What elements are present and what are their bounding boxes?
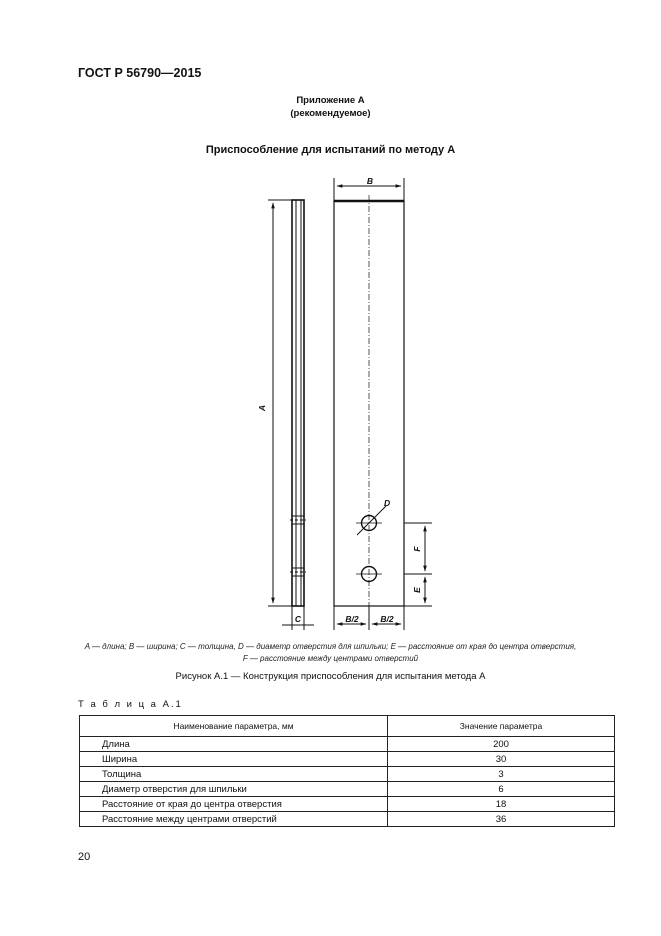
label-f: F xyxy=(412,546,422,552)
annex-title: Приложение А xyxy=(296,95,365,106)
row-value: 200 xyxy=(388,737,615,752)
table-row xyxy=(80,812,615,827)
document-header: ГОСТ Р 56790—2015 xyxy=(78,66,202,80)
label-c: C xyxy=(294,614,302,624)
label-b2-left: B/2 xyxy=(345,614,359,624)
row-value: 18 xyxy=(388,797,615,812)
table-row xyxy=(80,752,615,767)
row-value: 6 xyxy=(388,782,615,797)
row-name: Ширина xyxy=(80,752,388,767)
table-row xyxy=(80,782,615,797)
row-name: Диаметр отверстия для шпильки xyxy=(80,782,388,797)
figure-heading: Приспособление для испытаний по методу А xyxy=(205,144,456,156)
row-name: Длина xyxy=(80,737,388,752)
table-header-row xyxy=(80,716,615,737)
parameters-table xyxy=(79,715,615,827)
label-e: E xyxy=(412,587,422,593)
figure-legend-line-2: F — расстояние между центрами отверстий xyxy=(242,654,419,663)
table-row xyxy=(80,797,615,812)
label-b2-right: B/2 xyxy=(380,614,394,624)
column-header-value: Значение параметра xyxy=(388,716,615,737)
side-view-strip xyxy=(292,200,304,606)
label-b: B xyxy=(366,176,374,186)
label-d: D xyxy=(384,498,391,508)
row-name: Толщина xyxy=(80,767,388,782)
column-header-name: Наименование параметра, мм xyxy=(80,716,388,737)
row-value: 36 xyxy=(388,812,615,827)
label-a: A xyxy=(257,404,267,412)
figure-legend-line-1: A — длина; B — ширина; C — толщина, D — диаметр отверстия для шпильки; E — расстояние от края до центра отверстия, xyxy=(84,642,577,651)
row-value: 30 xyxy=(388,752,615,767)
row-value: 3 xyxy=(388,767,615,782)
page-number: 20 xyxy=(78,851,91,863)
table-label: Т а б л и ц а А.1 xyxy=(78,699,183,710)
table-row xyxy=(80,737,615,752)
figure-caption: Рисунок А.1 — Конструкция приспособления для испытания метода А xyxy=(175,671,486,682)
row-name: Расстояние между центрами отверстий xyxy=(80,812,388,827)
annex-status: (рекомендуемое) xyxy=(290,108,371,119)
row-name: Расстояние от края до центра отверстия xyxy=(80,797,388,812)
table-row xyxy=(80,767,615,782)
